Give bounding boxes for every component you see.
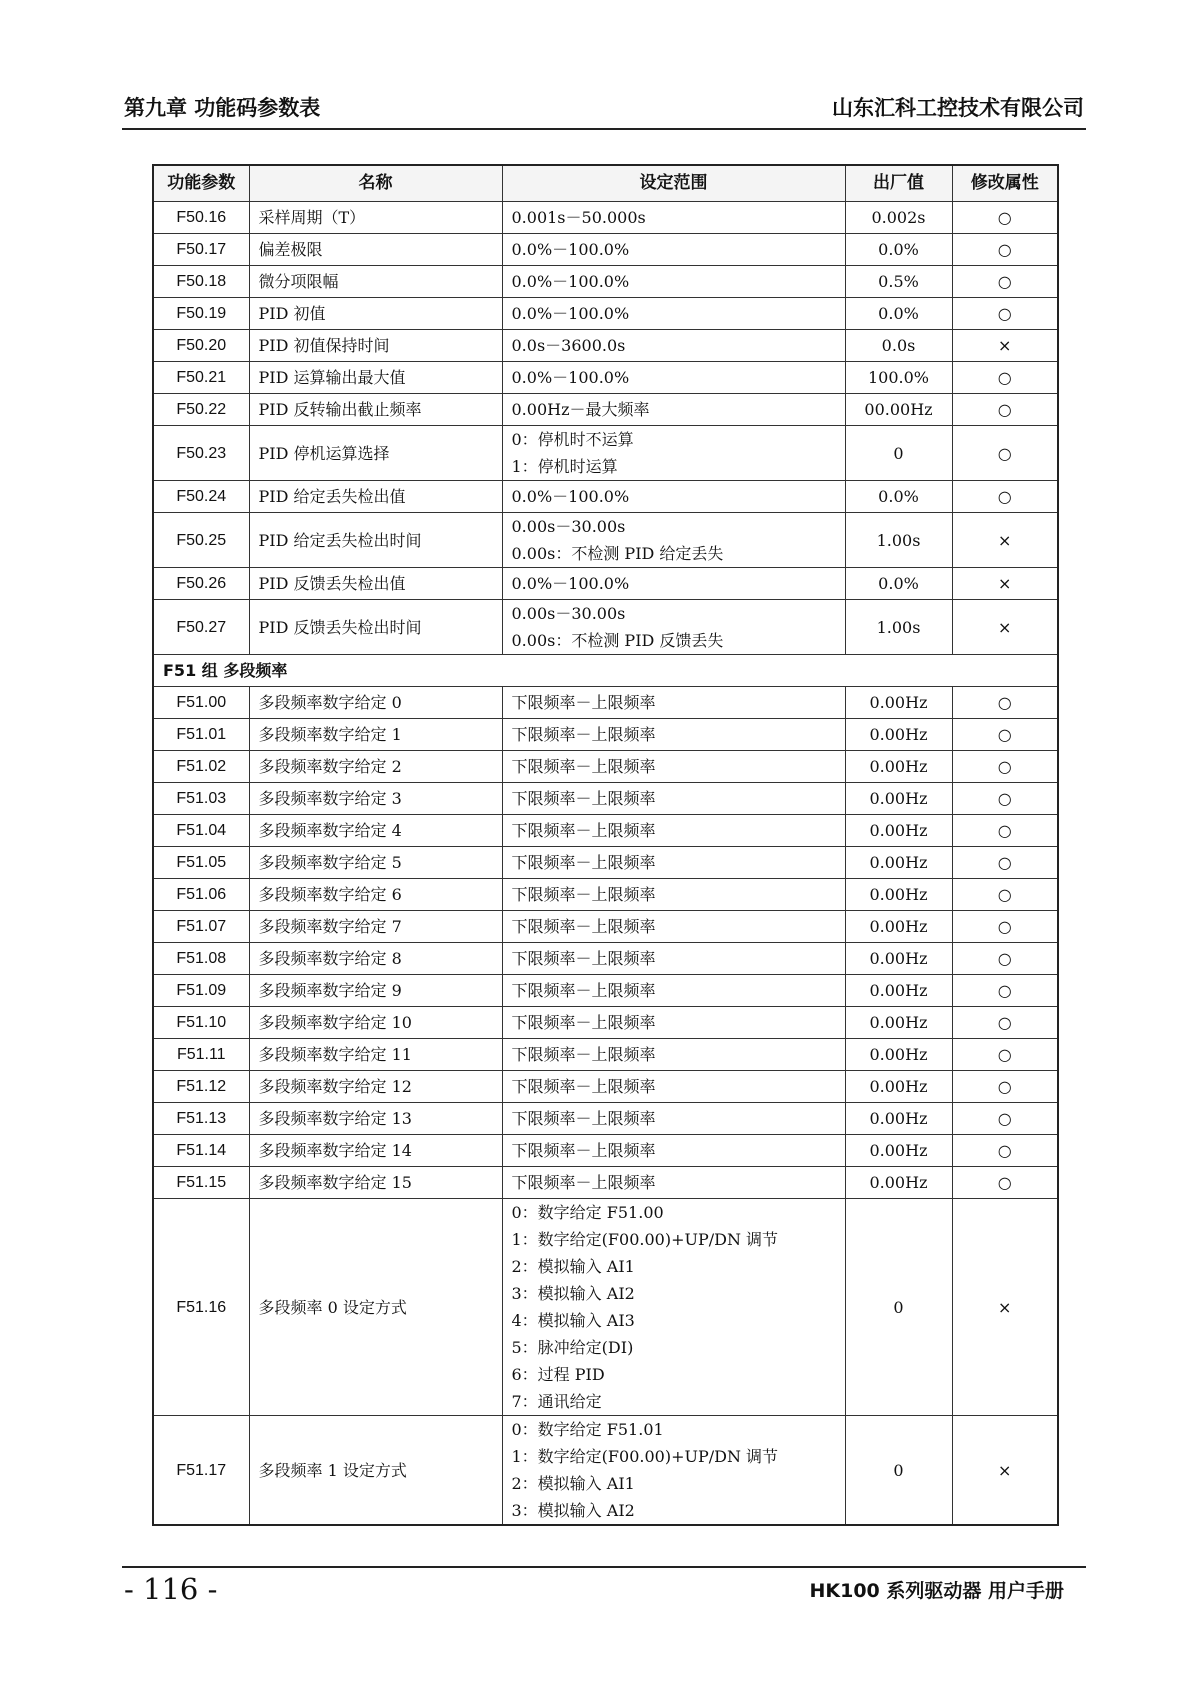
table-row bbox=[153, 783, 1058, 815]
range-line: 下限频率－上限频率 bbox=[511, 821, 656, 840]
param-attribute: × bbox=[952, 513, 1058, 568]
table-row bbox=[153, 1135, 1058, 1167]
param-code: F51.08 bbox=[153, 943, 249, 975]
range-line: 0.0%－100.0% bbox=[511, 487, 630, 506]
param-code: F50.22 bbox=[153, 394, 249, 426]
param-code: F50.20 bbox=[153, 330, 249, 362]
table-row bbox=[153, 847, 1058, 879]
param-name: 多段频率 0 设定方式 bbox=[249, 1199, 502, 1416]
range-line: 下限频率－上限频率 bbox=[511, 757, 656, 776]
table-row bbox=[153, 1103, 1058, 1135]
param-attribute: ○ bbox=[952, 943, 1058, 975]
range-line: 0.00Hz－最大频率 bbox=[511, 400, 650, 419]
param-attribute: × bbox=[952, 568, 1058, 600]
range-line: 7：通讯给定 bbox=[511, 1392, 602, 1411]
param-attribute: ○ bbox=[952, 847, 1058, 879]
range-line: 0：数字给定 F51.00 bbox=[511, 1203, 664, 1222]
param-range bbox=[502, 783, 845, 815]
param-default: 1.00s bbox=[845, 600, 952, 655]
param-default: 0.00Hz bbox=[845, 1103, 952, 1135]
param-default: 0.0% bbox=[845, 481, 952, 513]
param-range bbox=[502, 975, 845, 1007]
column-header-range: 设定范围 bbox=[502, 165, 845, 202]
param-name: PID 反馈丢失检出值 bbox=[249, 568, 502, 600]
range-line: 下限频率－上限频率 bbox=[511, 1045, 656, 1064]
column-header-code: 功能参数 bbox=[153, 165, 249, 202]
range-line: 0：数字给定 F51.01 bbox=[511, 1420, 664, 1439]
param-range bbox=[502, 1039, 845, 1071]
param-name: 多段频率数字给定 3 bbox=[249, 783, 502, 815]
param-range bbox=[502, 1071, 845, 1103]
param-name: PID 给定丢失检出时间 bbox=[249, 513, 502, 568]
table-row bbox=[153, 1167, 1058, 1199]
param-attribute: ○ bbox=[952, 751, 1058, 783]
param-attribute: × bbox=[952, 1199, 1058, 1416]
param-attribute: × bbox=[952, 1416, 1058, 1526]
param-name: 多段频率数字给定 13 bbox=[249, 1103, 502, 1135]
range-line: 0.00s：不检测 PID 反馈丢失 bbox=[511, 631, 724, 650]
table-row bbox=[153, 330, 1058, 362]
param-range bbox=[502, 943, 845, 975]
param-default: 100.0% bbox=[845, 362, 952, 394]
range-line: 5：脉冲给定(DI) bbox=[511, 1338, 634, 1357]
table-row bbox=[153, 719, 1058, 751]
range-line: 6：过程 PID bbox=[511, 1365, 605, 1384]
table-row bbox=[153, 975, 1058, 1007]
param-attribute: ○ bbox=[952, 298, 1058, 330]
param-name: 采样周期（T） bbox=[249, 202, 502, 234]
param-code: F51.05 bbox=[153, 847, 249, 879]
param-name: 多段频率数字给定 9 bbox=[249, 975, 502, 1007]
param-attribute: ○ bbox=[952, 1135, 1058, 1167]
param-default: 1.00s bbox=[845, 513, 952, 568]
param-code: F50.23 bbox=[153, 426, 249, 481]
param-default: 0.00Hz bbox=[845, 943, 952, 975]
param-range bbox=[502, 202, 845, 234]
param-name: 多段频率数字给定 15 bbox=[249, 1167, 502, 1199]
param-code: F51.12 bbox=[153, 1071, 249, 1103]
param-name: 多段频率数字给定 2 bbox=[249, 751, 502, 783]
range-line: 2：模拟输入 AI1 bbox=[511, 1257, 635, 1276]
param-code: F51.00 bbox=[153, 687, 249, 719]
manual-title: HK100 系列驱动器 用户手册 bbox=[809, 1580, 1064, 1602]
table-row bbox=[153, 266, 1058, 298]
param-default: 0.00Hz bbox=[845, 975, 952, 1007]
param-attribute: ○ bbox=[952, 394, 1058, 426]
param-default: 0.0% bbox=[845, 298, 952, 330]
param-default: 0.00Hz bbox=[845, 719, 952, 751]
table-row bbox=[153, 751, 1058, 783]
table-row bbox=[153, 815, 1058, 847]
param-default: 0.0s bbox=[845, 330, 952, 362]
param-range bbox=[502, 394, 845, 426]
param-attribute: ○ bbox=[952, 911, 1058, 943]
range-line: 1：数字给定(F00.00)+UP/DN 调节 bbox=[511, 1447, 779, 1466]
range-line: 4：模拟输入 AI3 bbox=[511, 1311, 635, 1330]
table-header-row bbox=[153, 165, 1058, 202]
param-code: F50.16 bbox=[153, 202, 249, 234]
param-attribute: ○ bbox=[952, 1007, 1058, 1039]
param-name: 偏差极限 bbox=[249, 234, 502, 266]
page-number: - 116 - bbox=[124, 1572, 218, 1606]
param-range bbox=[502, 879, 845, 911]
param-attribute: ○ bbox=[952, 975, 1058, 1007]
param-attribute: ○ bbox=[952, 202, 1058, 234]
range-line: 下限频率－上限频率 bbox=[511, 917, 656, 936]
param-range bbox=[502, 1167, 845, 1199]
range-line: 下限频率－上限频率 bbox=[511, 693, 656, 712]
param-name: 多段频率数字给定 5 bbox=[249, 847, 502, 879]
param-code: F50.27 bbox=[153, 600, 249, 655]
param-range bbox=[502, 513, 845, 568]
range-line: 2：模拟输入 AI1 bbox=[511, 1474, 635, 1493]
param-default: 0.00Hz bbox=[845, 751, 952, 783]
param-name: 多段频率数字给定 10 bbox=[249, 1007, 502, 1039]
table-row bbox=[153, 513, 1058, 568]
header-divider bbox=[122, 128, 1086, 130]
param-default: 0.00Hz bbox=[845, 911, 952, 943]
param-code: F51.03 bbox=[153, 783, 249, 815]
range-line: 下限频率－上限频率 bbox=[511, 1141, 656, 1160]
param-code: F51.13 bbox=[153, 1103, 249, 1135]
param-range bbox=[502, 1007, 845, 1039]
param-default: 0.00Hz bbox=[845, 1167, 952, 1199]
param-name: 多段频率数字给定 6 bbox=[249, 879, 502, 911]
group-header-row bbox=[153, 655, 1058, 687]
param-attribute: × bbox=[952, 600, 1058, 655]
param-range bbox=[502, 266, 845, 298]
table-row bbox=[153, 1199, 1058, 1416]
param-code: F51.10 bbox=[153, 1007, 249, 1039]
param-attribute: ○ bbox=[952, 783, 1058, 815]
param-name: 多段频率数字给定 11 bbox=[249, 1039, 502, 1071]
range-line: 3：模拟输入 AI2 bbox=[511, 1284, 635, 1303]
param-name: 多段频率数字给定 4 bbox=[249, 815, 502, 847]
table-row bbox=[153, 426, 1058, 481]
param-name: PID 给定丢失检出值 bbox=[249, 481, 502, 513]
range-line: 0.0%－100.0% bbox=[511, 272, 630, 291]
param-range bbox=[502, 911, 845, 943]
table-row bbox=[153, 1416, 1058, 1526]
param-default: 0.00Hz bbox=[845, 879, 952, 911]
range-line: 0.0%－100.0% bbox=[511, 304, 630, 323]
table-row bbox=[153, 362, 1058, 394]
param-range bbox=[502, 298, 845, 330]
param-default: 0.00Hz bbox=[845, 687, 952, 719]
group-title: F51 组 多段频率 bbox=[153, 655, 1058, 687]
table-row bbox=[153, 298, 1058, 330]
param-code: F51.06 bbox=[153, 879, 249, 911]
range-line: 0.0%－100.0% bbox=[511, 240, 630, 259]
param-name: PID 运算输出最大值 bbox=[249, 362, 502, 394]
range-line: 3：模拟输入 AI2 bbox=[511, 1501, 635, 1520]
param-default: 0.002s bbox=[845, 202, 952, 234]
param-default: 0.00Hz bbox=[845, 815, 952, 847]
param-name: 多段频率 1 设定方式 bbox=[249, 1416, 502, 1526]
param-name: PID 反馈丢失检出时间 bbox=[249, 600, 502, 655]
param-name: 微分项限幅 bbox=[249, 266, 502, 298]
table-row bbox=[153, 394, 1058, 426]
param-name: PID 初值 bbox=[249, 298, 502, 330]
range-line: 0.00s－30.00s bbox=[511, 604, 626, 623]
param-attribute: ○ bbox=[952, 687, 1058, 719]
param-code: F50.26 bbox=[153, 568, 249, 600]
param-name: 多段频率数字给定 8 bbox=[249, 943, 502, 975]
table-row bbox=[153, 234, 1058, 266]
param-range bbox=[502, 815, 845, 847]
parameter-table bbox=[152, 164, 1059, 1526]
param-attribute: ○ bbox=[952, 1071, 1058, 1103]
param-default: 0.0% bbox=[845, 234, 952, 266]
param-name: 多段频率数字给定 7 bbox=[249, 911, 502, 943]
param-code: F50.19 bbox=[153, 298, 249, 330]
param-default: 0 bbox=[845, 1416, 952, 1526]
param-range bbox=[502, 847, 845, 879]
param-attribute: ○ bbox=[952, 266, 1058, 298]
param-code: F50.18 bbox=[153, 266, 249, 298]
column-header-attribute: 修改属性 bbox=[952, 165, 1058, 202]
param-attribute: ○ bbox=[952, 719, 1058, 751]
range-line: 下限频率－上限频率 bbox=[511, 725, 656, 744]
param-attribute: ○ bbox=[952, 815, 1058, 847]
table-row bbox=[153, 481, 1058, 513]
table-row bbox=[153, 1071, 1058, 1103]
param-attribute: × bbox=[952, 330, 1058, 362]
param-code: F51.07 bbox=[153, 911, 249, 943]
param-code: F51.17 bbox=[153, 1416, 249, 1526]
param-default: 0 bbox=[845, 1199, 952, 1416]
param-attribute: ○ bbox=[952, 426, 1058, 481]
param-range bbox=[502, 751, 845, 783]
param-code: F51.15 bbox=[153, 1167, 249, 1199]
param-name: 多段频率数字给定 14 bbox=[249, 1135, 502, 1167]
range-line: 0.00s：不检测 PID 给定丢失 bbox=[511, 544, 724, 563]
param-range bbox=[502, 1416, 845, 1526]
param-code: F51.09 bbox=[153, 975, 249, 1007]
param-code: F50.21 bbox=[153, 362, 249, 394]
param-attribute: ○ bbox=[952, 879, 1058, 911]
parameter-table-body bbox=[153, 165, 1058, 1525]
param-range bbox=[502, 1199, 845, 1416]
param-default: 00.00Hz bbox=[845, 394, 952, 426]
range-line: 下限频率－上限频率 bbox=[511, 1013, 656, 1032]
param-code: F50.24 bbox=[153, 481, 249, 513]
param-code: F51.16 bbox=[153, 1199, 249, 1416]
param-attribute: ○ bbox=[952, 481, 1058, 513]
param-name: PID 初值保持时间 bbox=[249, 330, 502, 362]
param-default: 0.5% bbox=[845, 266, 952, 298]
param-range bbox=[502, 568, 845, 600]
param-name: PID 反转输出截止频率 bbox=[249, 394, 502, 426]
range-line: 0.0%－100.0% bbox=[511, 574, 630, 593]
param-range bbox=[502, 687, 845, 719]
column-header-default: 出厂值 bbox=[845, 165, 952, 202]
range-line: 0.0%－100.0% bbox=[511, 368, 630, 387]
param-attribute: ○ bbox=[952, 1103, 1058, 1135]
chapter-title: 第九章 功能码参数表 bbox=[124, 96, 321, 120]
param-range bbox=[502, 1135, 845, 1167]
range-line: 0.00s－30.00s bbox=[511, 517, 626, 536]
param-range bbox=[502, 481, 845, 513]
column-header-name: 名称 bbox=[249, 165, 502, 202]
range-line: 下限频率－上限频率 bbox=[511, 1109, 656, 1128]
param-range bbox=[502, 719, 845, 751]
param-range bbox=[502, 1103, 845, 1135]
range-line: 1：数字给定(F00.00)+UP/DN 调节 bbox=[511, 1230, 779, 1249]
footer-divider bbox=[122, 1566, 1086, 1568]
range-line: 0：停机时不运算 bbox=[511, 430, 634, 449]
table-row bbox=[153, 568, 1058, 600]
range-line: 下限频率－上限频率 bbox=[511, 1173, 656, 1192]
param-code: F50.17 bbox=[153, 234, 249, 266]
param-default: 0.00Hz bbox=[845, 1071, 952, 1103]
range-line: 下限频率－上限频率 bbox=[511, 981, 656, 1000]
table-row bbox=[153, 687, 1058, 719]
range-line: 下限频率－上限频率 bbox=[511, 789, 656, 808]
param-default: 0.00Hz bbox=[845, 783, 952, 815]
param-name: 多段频率数字给定 1 bbox=[249, 719, 502, 751]
range-line: 0.0s－3600.0s bbox=[511, 336, 626, 355]
param-code: F51.04 bbox=[153, 815, 249, 847]
param-range bbox=[502, 234, 845, 266]
param-code: F51.01 bbox=[153, 719, 249, 751]
param-default: 0.0% bbox=[845, 568, 952, 600]
range-line: 下限频率－上限频率 bbox=[511, 853, 656, 872]
param-name: PID 停机运算选择 bbox=[249, 426, 502, 481]
table-row bbox=[153, 1007, 1058, 1039]
table-row bbox=[153, 943, 1058, 975]
range-line: 下限频率－上限频率 bbox=[511, 949, 656, 968]
range-line: 0.001s－50.000s bbox=[511, 208, 646, 227]
table-row bbox=[153, 202, 1058, 234]
param-default: 0.00Hz bbox=[845, 1007, 952, 1039]
param-default: 0.00Hz bbox=[845, 1135, 952, 1167]
param-attribute: ○ bbox=[952, 1167, 1058, 1199]
param-default: 0 bbox=[845, 426, 952, 481]
table-row bbox=[153, 879, 1058, 911]
param-name: 多段频率数字给定 0 bbox=[249, 687, 502, 719]
param-attribute: ○ bbox=[952, 362, 1058, 394]
param-default: 0.00Hz bbox=[845, 1039, 952, 1071]
table-row bbox=[153, 911, 1058, 943]
param-code: F51.14 bbox=[153, 1135, 249, 1167]
param-attribute: ○ bbox=[952, 1039, 1058, 1071]
param-range bbox=[502, 362, 845, 394]
param-range bbox=[502, 426, 845, 481]
param-range bbox=[502, 330, 845, 362]
param-code: F51.11 bbox=[153, 1039, 249, 1071]
range-line: 下限频率－上限频率 bbox=[511, 885, 656, 904]
company-name: 山东汇科工控技术有限公司 bbox=[832, 96, 1084, 120]
table-row bbox=[153, 600, 1058, 655]
param-default: 0.00Hz bbox=[845, 847, 952, 879]
range-line: 1：停机时运算 bbox=[511, 457, 618, 476]
param-attribute: ○ bbox=[952, 234, 1058, 266]
range-line: 下限频率－上限频率 bbox=[511, 1077, 656, 1096]
param-range bbox=[502, 600, 845, 655]
param-code: F51.02 bbox=[153, 751, 249, 783]
param-code: F50.25 bbox=[153, 513, 249, 568]
table-row bbox=[153, 1039, 1058, 1071]
param-name: 多段频率数字给定 12 bbox=[249, 1071, 502, 1103]
